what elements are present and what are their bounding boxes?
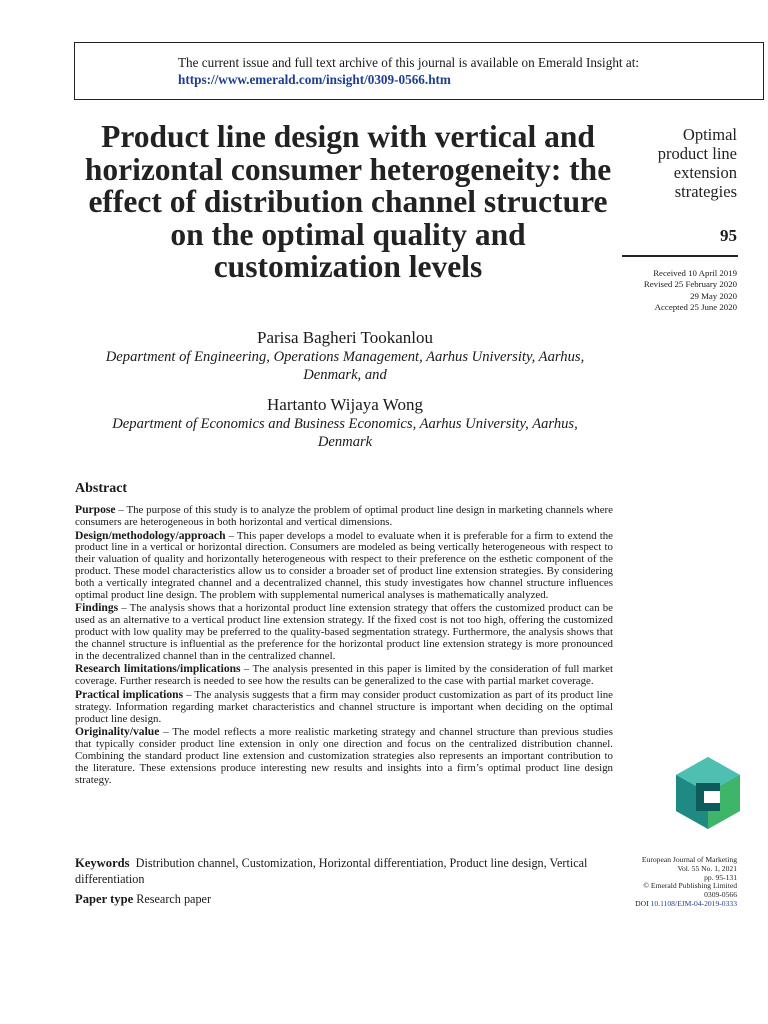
abstract-design: Design/methodology/approach – This paper develops a model to evaluate when it is preferable for a firm to extend the product line in a vertical or horizontal direction. Consumers are modeled as being vertically heterogeneous with respect to their valuation of quality and horizontally heterogeneous with respect to their preference on the esthetic component of the product. These model characteristics allow us to consider a broader set of product line extension strategies. By considering both a vertically integrated channel and a decentralized channel, this study investigates how channel structure influences optimal product line design. The problem with supplemental numerical analyses is mathematically analyzed. bbox=[75, 528, 614, 601]
section-label: Purpose bbox=[75, 503, 116, 516]
abstract-heading: Abstract bbox=[75, 481, 128, 496]
abstract-originality: Originality/value – The model reflects a more realistic marketing strategy and channel structure than previous studies that typically consider product line extension in only one direction and focus on the centralized distribution channel. Combining the standard product line extension and customization strategies also represents an important contribution to the literature. These extensions produce interesting new results and insights into a firm’s optimal product line design strategy. bbox=[75, 725, 613, 786]
access-notice-box bbox=[74, 42, 764, 100]
running-head-rule bbox=[622, 255, 738, 257]
section-text: The model reflects a more realistic marketing strategy and channel structure than previous studies that typically consider product line extension in only one direction and focus on the centralized distribution channel. Combining the standard product line extension and customization strategies also represents an important contribution to the literature. These extensions produce interesting new results and insights into a firm’s optimal product line design strategy. bbox=[75, 726, 613, 786]
paper-type bbox=[75, 892, 211, 907]
section-text: The purpose of this study is to analyze the problem of optimal product line design in marketing channels where consumers are heterogeneous in both horizontal and vertical dimensions. bbox=[75, 504, 613, 528]
author-affiliation: Department of Engineering, Operations Management, Aarhus University, Aarhus, Denmark, and bbox=[105, 349, 585, 383]
paper-type-text: Research paper bbox=[136, 892, 212, 906]
section-label: Research limitations/implications bbox=[75, 662, 241, 676]
section-label: Design/methodology/approach bbox=[75, 528, 226, 542]
section-text: The analysis presented in this paper is limited by the consideration of full market coverage. Further research is needed to see how the results can be generalized to the case with partial market coverage. bbox=[75, 663, 613, 688]
crossref-logo-icon[interactable] bbox=[676, 757, 740, 829]
author-affiliation: Department of Economics and Business Economics, Aarhus University, Aarhus, Denmark bbox=[112, 416, 578, 450]
copyright: © Emerald Publishing Limited bbox=[643, 881, 737, 891]
issn: 0309-0566 bbox=[704, 890, 737, 900]
section-label: Originality/value bbox=[75, 725, 160, 739]
abstract-findings: Findings – The analysis shows that a horizontal product line extension strategy that offers the customized product can be used as an alternative to a vertical product line extension strategy. If the fixed cost is not too high, offering the customized product with low quality may be preferred to the quality-based segmentation strategy. Furthermore, the analysis shows that the channel structure is influential as the preference for the horizontal product line extension strategy is more pronounced in the decentralized channel than in the centralized channel. bbox=[75, 601, 613, 662]
section-label: Findings bbox=[75, 601, 119, 615]
section-text: This paper develops a model to evaluate when it is preferable for a firm to extend the product line in a vertical or horizontal direction. Consumers are modeled as being vertically heterogeneous with respect to their valuation of quality and horizontally heterogeneous with respect to their preference on the esthetic component of the product. These model characteristics allow us to consider a broader set of product line extension strategies. By considering both a vertically integrated channel and a decentralized channel, this study investigates how channel structure influences optimal product line design. The problem with supplemental numerical analyses is mathematically analyzed. bbox=[75, 529, 614, 601]
author-block bbox=[90, 327, 600, 451]
article-history bbox=[600, 268, 737, 314]
doi-link[interactable]: 10.1108/EJM-04-2019-0333 bbox=[650, 898, 737, 908]
author-name: Parisa Bagheri Tookanlou bbox=[256, 328, 434, 347]
running-head-line: Optimal bbox=[682, 125, 737, 144]
running-head bbox=[622, 125, 737, 201]
page-number: 95 bbox=[720, 226, 737, 245]
keywords-text: Distribution channel, Customization, Horizontal differentiation, Product line design, Vertical differentiation bbox=[75, 856, 588, 886]
revised-date: 29 May 2020 bbox=[690, 290, 737, 301]
journal-citation bbox=[588, 856, 737, 909]
section-text: The analysis shows that a horizontal product line extension strategy that offers the customized product can be used as an alternative to a vertical product line extension strategy. If the fixed cost is not too high, offering the customized product with low quality may be preferred to the quality-based segmentation strategy. Furthermore, the analysis shows that the channel structure is influential as the preference for the horizontal product line extension strategy is more pronounced in the decentralized channel than in the centralized channel. bbox=[75, 602, 613, 662]
access-notice-text: The current issue and full text archive of this journal is available on Emerald Insight at: bbox=[178, 55, 640, 70]
doi-label: DOI bbox=[635, 898, 649, 908]
keywords bbox=[75, 856, 605, 887]
running-head-line: extension bbox=[673, 163, 737, 182]
journal-volume: Vol. 55 No. 1, 2021 bbox=[677, 863, 737, 873]
accepted-date: Accepted 25 June 2020 bbox=[654, 302, 737, 313]
section-label: Practical implications bbox=[75, 687, 184, 701]
revised-date: Revised 25 February 2020 bbox=[643, 279, 737, 290]
abstract-limitations: Research limitations/implications – The analysis presented in this paper is limited by the consideration of full market coverage. Further research is needed to see how the results can be generalized to the case with partial market coverage. bbox=[75, 662, 613, 688]
abstract-practical: Practical implications – The analysis suggests that a firm may consider product customization as part of its product line strategy. Information regarding market characteristics and channel structure is important when deciding on the optimal product line design. bbox=[75, 687, 613, 725]
paper-type-label: Paper type bbox=[75, 892, 134, 906]
article-title: Product line design with vertical and horizontal consumer heterogeneity: the effect of distribution channel structure on the optimal quality and customization levels bbox=[84, 119, 612, 284]
journal-archive-link[interactable]: https://www.emerald.com/insight/0309-0566.htm bbox=[178, 72, 451, 87]
section-text: The analysis suggests that a firm may consider product customization as part of its product line strategy. Information regarding market characteristics and channel structure is important when deciding on the optimal product line design. bbox=[75, 688, 613, 725]
running-head-line: strategies bbox=[674, 182, 737, 201]
abstract bbox=[75, 481, 613, 787]
author-name: Hartanto Wijaya Wong bbox=[267, 395, 423, 414]
abstract-purpose: Purpose – The purpose of this study is to analyze the problem of optimal product line design in marketing channels where consumers are heterogeneous in both horizontal and vertical dimensions. bbox=[75, 503, 613, 528]
running-head-line: product line bbox=[657, 144, 737, 163]
keywords-label: Keywords bbox=[75, 856, 130, 870]
doi-line bbox=[588, 900, 737, 909]
journal-name: European Journal of Marketing bbox=[641, 855, 737, 864]
received-date: Received 10 April 2019 bbox=[653, 268, 737, 278]
journal-pages: pp. 95-131 bbox=[704, 872, 737, 882]
